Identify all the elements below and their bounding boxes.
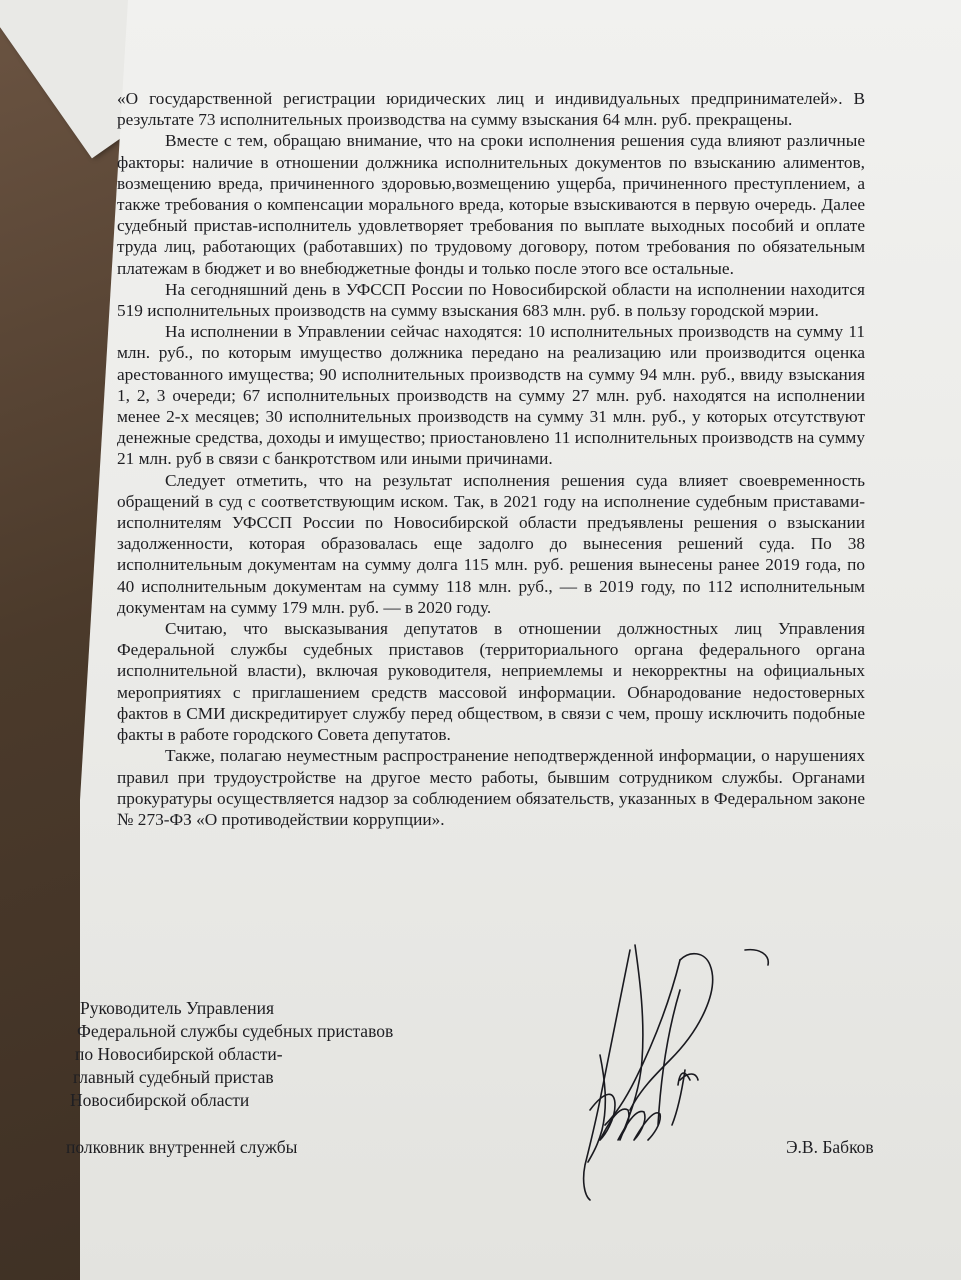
signatory-rank: полковник внутренней службы	[66, 1137, 298, 1157]
signatory-line-5: Новосибирской области	[70, 1090, 250, 1110]
signatory-line-2: Федеральной службы судебных приставов	[77, 1021, 394, 1041]
paragraph-7: Также, полагаю неуместным распространение неподтвержденной информации, о нарушениях правил при трудоустройстве на другое место работы, бывшим сотрудником службы. Органами прокуратуры осуществляется надзор за соблюдением обязательств, указанных в Федеральном законе № 273-ФЗ «О противодействии коррупции».	[117, 746, 865, 829]
letter-body	[117, 88, 865, 830]
signatory-line-4: главный судебный пристав	[73, 1067, 274, 1087]
signatory-line-3: по Новосибирской области-	[75, 1044, 283, 1064]
signatory-title	[70, 997, 394, 1112]
paragraph-4: На исполнении в Управлении сейчас находятся: 10 исполнительных производств на сумму 11 млн. руб., по которым имущество должника передано на реализацию или производится оценка арестованного имущества; 90 исполнительных производств на сумму 94 млн. руб., ввиду взыскания 1, 2, 3 очереди; 67 исполнительных производств на сумму 27 млн. руб. находятся на исполнении менее 2-х месяцев; 30 исполнительных производств на сумму 31 млн. руб., у которых отсутствуют денежные средства, доходы и имущество; приостановлено 11 исполнительных производств на сумму 21 млн. руб в связи с банкротством или иными причинами.	[117, 322, 865, 469]
paragraph-3: На сегодняшний день в УФССП России по Новосибирской области на исполнении находится 519 исполнительных производств на сумму взыскания 683 млн. руб. в пользу городской мэрии.	[117, 279, 865, 321]
paragraph-5: Следует отметить, что на результат исполнения решения суда влияет своевременность обращений в суд с соответствующим иском. Так, в 2021 году на исполнение судебным приставами-исполнителям УФССП России по Новосибирской области предъявлены решения о взыскании задолженности, которая образовалась еще задолго до вынесения решений суда. По 38 исполнительным документам на сумму долга 115 млн. руб. решения вынесены ранее 2019 года, по 40 исполнительным документам на сумму 118 млн. руб., — в 2019 году, по 112 исполнительным документам на сумму 179 млн. руб. — в 2020 году.	[117, 470, 865, 617]
handwritten-signature	[560, 940, 800, 1210]
paragraph-6: Считаю, что высказывания депутатов в отношении должностных лиц Управления Федеральной службы судебных приставов (территориального органа федерального органа исполнительной власти), включая руководителя, неприемлемы и некорректны на официальных мероприятиях с приглашением средств массовой информации. Обнародование недостоверных фактов в СМИ дискредитирует службу перед обществом, в связи с чем, прошу исключить подобные факты в работе городского Совета депутатов.	[117, 619, 865, 745]
paragraph-2: Вместе с тем, обращаю внимание, что на сроки исполнения решения суда влияют различные факторы: наличие в отношении должника исполнительных документов по взысканию алиментов, возмещению вреда, причиненного здоровью,возмещению ущерба, причиненного преступлением, а также требования о компенсации морального вреда, которые взыскиваются в первую очередь. Далее судебный пристав-исполнитель удовлетворяет требования по выплате выходных пособий и оплате труда лиц, работающих (работавших) по трудовому договору, потом требования по обязательным платежам в бюджет и во внебюджетные фонды и только после этого все остальные.	[117, 131, 865, 278]
signatory-line-1: Руководитель Управления	[80, 998, 275, 1018]
paragraph-1: «О государственной регистрации юридических лиц и индивидуальных предпринимателей». В результате 73 исполнительных производства на сумму взыскания 64 млн. руб. прекращены.	[117, 89, 865, 130]
signatory-name: Э.В. Бабков	[786, 1137, 874, 1157]
